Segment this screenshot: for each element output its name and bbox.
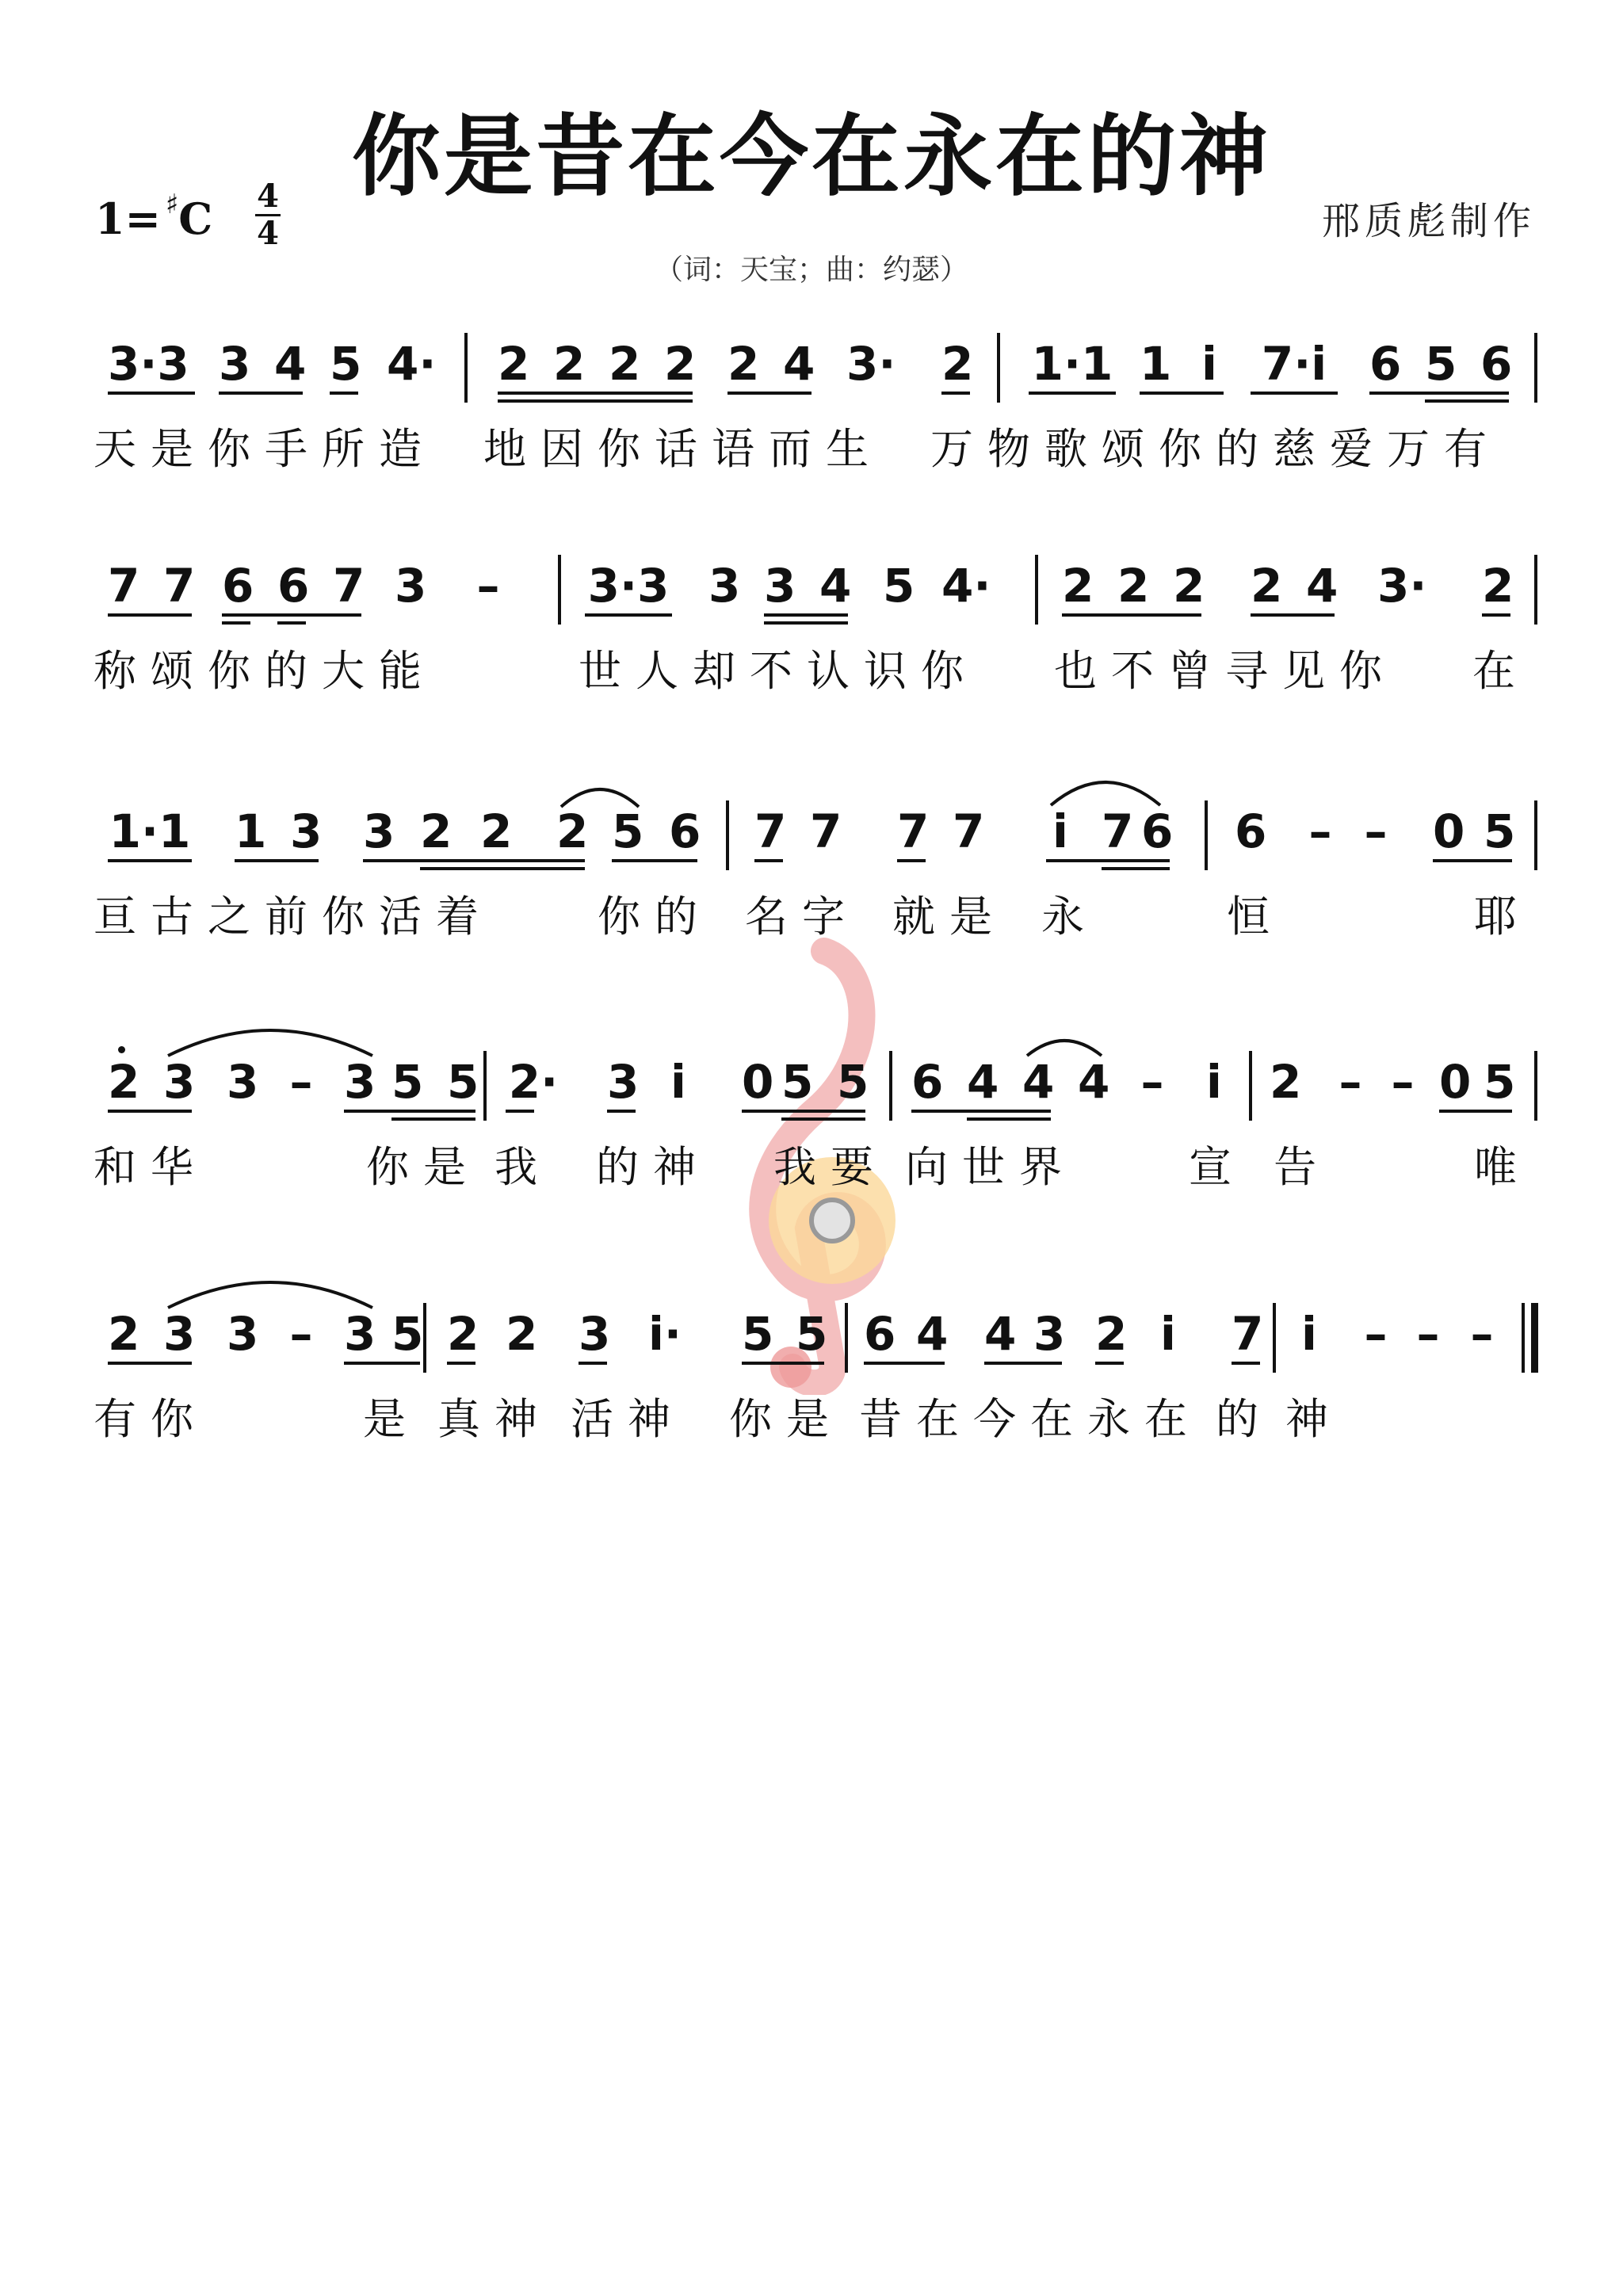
time-signature [252,178,284,252]
note: 7 [163,559,196,613]
underline [742,1362,824,1365]
note: – [1338,1055,1362,1109]
key-prefix: 1= [95,193,161,244]
note: 4 [1022,1055,1055,1109]
barline [997,333,1000,403]
lyric-phrase: 就是 [892,892,1006,942]
barline [558,555,561,625]
underline [1433,859,1512,862]
note: 6 [1235,804,1267,858]
underline [506,1110,534,1113]
underline [1095,1362,1124,1365]
underline [498,392,693,395]
underline [727,392,812,395]
lyric-phrase: 你是 [729,1394,843,1444]
underline [579,1362,607,1365]
note: 3· [846,337,896,391]
lyric-phrase: 唯 [1474,1142,1531,1192]
lyric-phrase: 天是你手所造 [94,424,436,474]
underline [764,613,848,617]
note: 5 [391,1055,424,1109]
note: 4 [783,337,815,391]
underline [764,621,848,625]
note: 2 [609,337,641,391]
barline [889,1051,892,1121]
note: 7 [108,559,140,613]
note: 6 [1480,337,1513,391]
lyric-phrase: 亘古之前你活着 [94,892,493,942]
note: 6 [911,1055,944,1109]
lyric-phrase: 的神 [596,1142,710,1192]
note: – [1308,804,1332,858]
note: 2· [508,1055,559,1109]
underline [1029,392,1116,395]
slur-arc [163,1271,377,1312]
note: – [1140,1055,1164,1109]
barline [1205,800,1208,870]
note: 2 [553,337,586,391]
note: 2 [727,337,760,391]
underline [742,1110,865,1113]
note: i [1160,1307,1176,1361]
note: – [1470,1307,1494,1361]
underline [330,392,358,395]
barline [1534,800,1537,870]
lyric-phrase: 也不曾寻见你 [1054,646,1396,696]
lyric-phrase: 有你 [94,1394,208,1444]
note: 3 [363,804,395,858]
note: 3·3 [108,337,189,391]
sharp-sign: ♯ [165,189,179,220]
barline [1534,555,1537,625]
note: 4 [274,337,307,391]
lyric-phrase: 万物歌颂你的慈爱万有 [930,424,1501,474]
note: 1 [235,804,267,858]
note: 0 [1439,1055,1472,1109]
note: 4 [967,1055,999,1109]
note: 6 [1369,337,1402,391]
meter-bottom: 4 [257,215,279,252]
underline [781,1117,865,1121]
lyric-phrase: 你的 [598,892,712,942]
note: 1 [1140,337,1172,391]
note: 4· [941,559,991,613]
lyric-phrase: 的 [1216,1394,1273,1444]
note: 2 [108,1057,136,1106]
lyric-phrase: 向世界 [905,1142,1076,1192]
underline [1425,399,1509,403]
underline [1062,613,1201,617]
arranger-credit: 邢质彪制作 [1321,199,1536,243]
lyric-phrase: 永 [1041,892,1098,942]
note: 2 [1251,559,1283,613]
lyric-phrase: 是 [363,1394,420,1444]
underline [1232,1362,1260,1365]
note: 5 [1484,1055,1516,1109]
lyricist-composer-credit: （词：天宝；曲：约瑟） [654,254,968,286]
note: 6 [222,559,254,613]
song-title: 你是昔在今在永在的神 [352,105,1271,208]
underline [447,1362,475,1365]
note: 2 [447,1307,479,1361]
note: – [289,1055,313,1109]
note: 4 [916,1307,949,1361]
underline [754,859,783,862]
note: 5 [781,1055,814,1109]
underline [222,621,250,625]
barline [1534,333,1537,403]
underline [911,1110,1051,1113]
underline [864,1362,945,1365]
note: 5 [883,559,915,613]
note: – [1364,1307,1388,1361]
note: 2 [1173,559,1205,613]
lyric-phrase: 活神 [571,1394,685,1444]
note: 5 [1484,804,1516,858]
lyric-phrase: 我 [495,1142,552,1192]
underline [1482,613,1510,617]
meter-top: 4 [257,178,279,215]
note: 3 [607,1055,640,1109]
underline [108,859,192,862]
underline [612,859,697,862]
barline [1534,1051,1537,1121]
key-letter: C [178,193,213,244]
slur-arc [163,1019,377,1060]
lyric-phrase: 耶 [1474,892,1531,942]
underline [1046,859,1170,862]
note: 2 [1062,559,1094,613]
note: 5 [330,337,362,391]
lyric-phrase: 在 [1472,646,1529,696]
note: 1·1 [1031,337,1113,391]
note: i [1052,804,1068,858]
note: 3 [764,559,796,613]
underline [967,1117,1051,1121]
note: 5 [391,1307,424,1361]
note: 2 [1270,1055,1302,1109]
note: 3 [708,559,741,613]
lyric-phrase: 我要 [773,1142,888,1192]
underline [277,621,306,625]
note: 3 [163,1055,196,1109]
note: 7 [333,559,365,613]
note: 3 [1033,1307,1066,1361]
note: 5 [837,1055,869,1109]
underline [235,859,319,862]
underline [585,613,672,617]
note: 6 [1141,804,1174,858]
lyric-phrase: 名字 [745,892,859,942]
key-signature [95,189,212,244]
underline [391,1117,475,1121]
barline [464,333,468,403]
underline [897,859,926,862]
note: i [1201,337,1217,391]
final-barline-thin [1522,1303,1525,1373]
underline [1251,613,1335,617]
tie-arc [1022,1032,1106,1060]
underline [108,613,192,617]
note: 2 [420,804,453,858]
lyric-phrase: 你是 [366,1142,480,1192]
note: 5 [447,1055,479,1109]
note: 5 [1425,337,1457,391]
note: 0 [742,1055,774,1109]
note: 3 [344,1307,376,1361]
note: 7 [897,804,930,858]
note: 3 [579,1307,611,1361]
note: 2 [556,804,589,858]
note: i [1301,1307,1317,1361]
note: 2 [1117,559,1150,613]
note: 7 [953,804,985,858]
underline [108,1362,192,1365]
note: 0 [1433,804,1465,858]
underline [222,613,361,617]
note: 7 [1102,804,1134,858]
lyric-phrase: 地因你话语而生 [483,424,883,474]
underline [984,1362,1062,1365]
note: 7·i [1261,337,1327,391]
note: 7 [754,804,787,858]
note: 4 [984,1307,1017,1361]
lyric-phrase: 昔在今在永在 [859,1394,1201,1444]
note: – [1364,804,1388,858]
note: 2 [1482,559,1514,613]
lyric-phrase: 神 [1285,1394,1342,1444]
underline [607,1110,636,1113]
note: – [289,1307,313,1361]
note: 3 [290,804,323,858]
note: 2 [498,337,530,391]
note: 3·3 [587,559,670,613]
note: 7 [810,804,842,858]
barline [423,1303,426,1373]
lyric-phrase: 真神 [437,1394,552,1444]
underline [1102,867,1170,870]
underline [1251,392,1338,395]
note: i· [648,1307,682,1361]
note: 4· [387,337,437,391]
note: 2 [941,337,974,391]
lyric-phrase: 恒 [1227,892,1284,942]
note: 2 [506,1307,538,1361]
underline [1439,1110,1512,1113]
underline [344,1362,420,1365]
note: 3 [163,1307,196,1361]
note: 2 [664,337,697,391]
note: 6 [669,804,701,858]
note: 7 [1232,1307,1264,1361]
note: 6 [864,1307,896,1361]
barline [1249,1051,1252,1121]
lyric-phrase: 宣 告 [1189,1142,1331,1192]
underline [219,392,303,395]
note: 2 [480,804,513,858]
barline [1273,1303,1276,1373]
note: 4 [1078,1055,1110,1109]
barline [483,1051,487,1121]
note: 4 [1306,559,1338,613]
note: 3· [1377,559,1427,613]
lyric-phrase: 称颂你的大能 [94,646,436,696]
note: 5 [796,1307,828,1361]
barline [845,1303,848,1373]
lyric-phrase: 世人却不认识你 [579,646,978,696]
underline [108,1110,192,1113]
barline [1035,555,1038,625]
underline [1369,392,1509,395]
note: i [1206,1055,1222,1109]
note: – [1391,1055,1415,1109]
tie-arc [556,780,643,812]
slur-arc [1046,772,1165,810]
note: 6 [277,559,310,613]
note: – [476,559,500,613]
underline [420,867,585,870]
underline [363,859,585,862]
underline [1140,392,1224,395]
underline [941,392,970,395]
note: i [670,1055,686,1109]
note: 3 [227,1307,259,1361]
lyric-phrase: 和华 [94,1142,208,1192]
note: 3 [227,1055,259,1109]
barline [726,800,729,870]
note: 1·1 [109,804,191,858]
note: 2 [108,1307,140,1361]
note: 2 [1095,1307,1128,1361]
note: 4 [819,559,852,613]
note: – [1416,1307,1440,1361]
underline [498,399,693,403]
final-barline-thick [1531,1303,1538,1373]
note: 3 [395,559,427,613]
note: 5 [612,804,644,858]
note: 3 [344,1055,376,1109]
note: 5 [742,1307,774,1361]
underline [108,392,195,395]
underline [344,1110,475,1113]
note: 3 [219,337,251,391]
